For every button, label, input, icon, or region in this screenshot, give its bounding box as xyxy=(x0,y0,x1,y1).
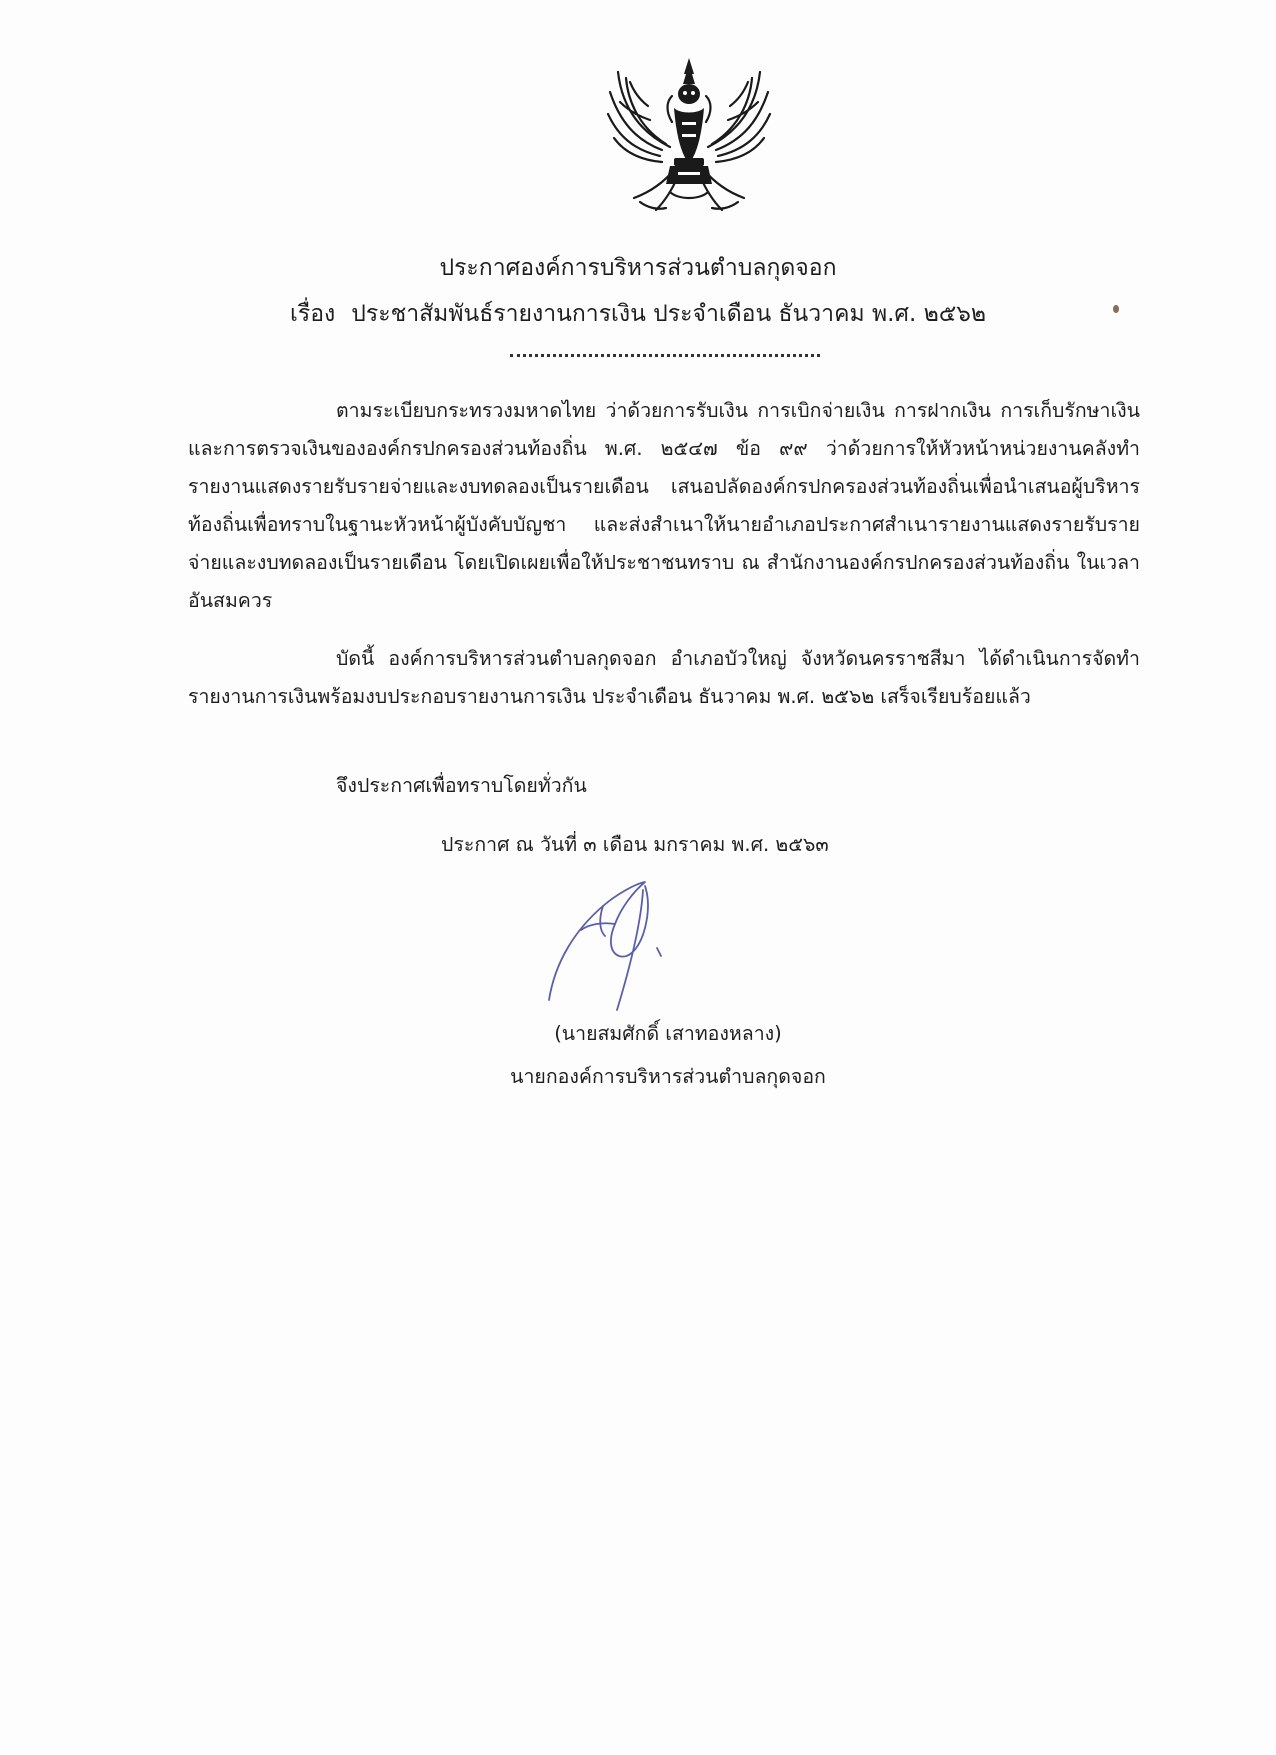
handwritten-signature xyxy=(545,872,715,1017)
signatory-position: นายกองค์การบริหารส่วนตำบลกุดจอก xyxy=(510,1065,826,1088)
announcement-title: ประกาศองค์การบริหารส่วนตำบลกุดจอก xyxy=(439,255,837,281)
body-paragraph-1: ตามระเบียบกระทรวงมหาดไทย ว่าด้วยการรับเงิน การเบิกจ่ายเงิน การฝากเงิน การเก็บรักษาเงิน และการตรวจเงินขององค์กรปกครองส่วนท้องถิ่น พ.ศ. ๒๕๔๗ ข้อ ๙๙ ว่าด้วยการให้หัวหน้าหน่วยงานคลังทำรายงานแสดงรายรับรายจ่ายและงบทดลองเป็นรายเดือน เสนอปลัดองค์กรปกครองส่วนท้องถิ่นเพื่อนำเสนอผู้บริหารท้องถิ่นเพื่อทราบในฐานะหัวหน้าผู้บังคับบัญชา และส่งสำเนาให้นายอำเภอประกาศสำเนารายงานแสดงรายรับรายจ่ายและงบทดลองเป็นรายเดือน โดยเปิดเผยเพื่อให้ประชาชนทราบ ณ สำนักงานองค์กรปกครองส่วนท้องถิ่น ในเวลาอันสมควร xyxy=(188,399,1140,612)
subject-label: เรื่อง xyxy=(290,301,336,327)
announcement-date: ประกาศ ณ วันที่ ๓ เดือน มกราคม พ.ศ. ๒๕๖๓ xyxy=(441,833,829,856)
body-paragraph-2: บัดนี้ องค์การบริหารส่วนตำบลกุดจอก อำเภอบัวใหญ่ จังหวัดนครราชสีมา ได้ดำเนินการจัดทำรายงานการเงินพร้อมงบประกอบรายงานการเงิน ประจำเดือน ธันวาคม พ.ศ. ๒๕๖๒ เสร็จเรียบร้อยแล้ว xyxy=(188,647,1140,708)
paper-speck xyxy=(1113,305,1119,313)
signatory-name: (นายสมศักดิ์ เสาทองหลาง) xyxy=(554,1022,782,1045)
dotted-divider xyxy=(510,340,820,357)
announcement-subject-line xyxy=(30,298,1246,330)
garuda-emblem xyxy=(600,52,778,217)
announcement-subject: ประชาสัมพันธ์รายงานการเงิน ประจำเดือน ธันวาคม พ.ศ. ๒๕๖๒ xyxy=(351,301,986,327)
closing-statement: จึงประกาศเพื่อทราบโดยทั่วกัน xyxy=(336,774,587,797)
